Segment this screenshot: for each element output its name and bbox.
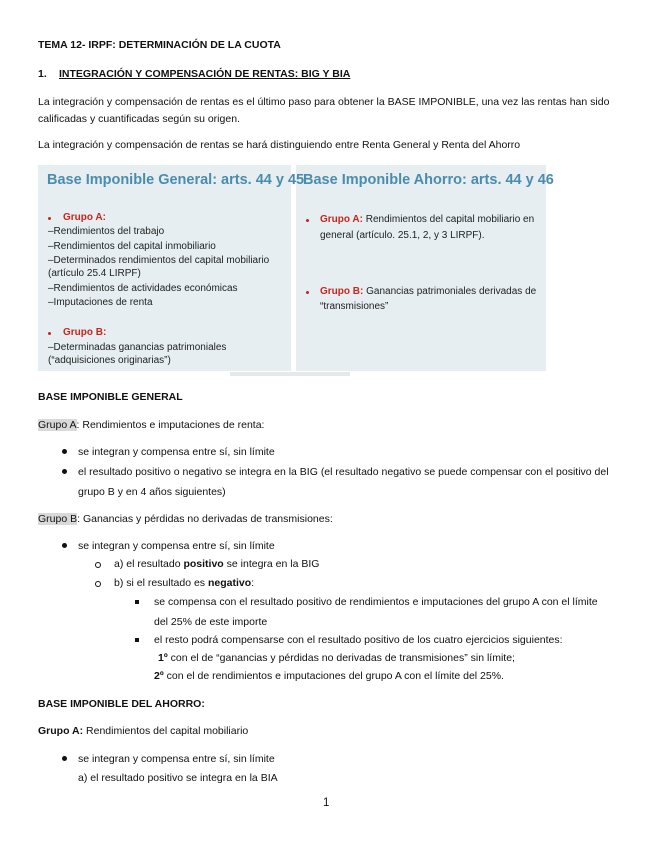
big-group-a-desc: : Rendimientos e imputaciones de renta: bbox=[76, 419, 265, 431]
text-span: b) si el resultado es bbox=[114, 577, 208, 589]
intro-paragraph-line-1: La integración y compensación de rentas es el último paso para obtener la BASE IMPONIBLE, una vez las rentas han sido bbox=[38, 96, 610, 108]
big-group-b-line bbox=[38, 512, 333, 526]
document-title: TEMA 12- IRPF: DETERMINACIÓN DE LA CUOTA bbox=[38, 39, 281, 51]
text-span: con el de “ganancias y pérdidas no derivadas de transmisiones” sin límite; bbox=[167, 652, 515, 664]
bold-ordinal: 1º bbox=[158, 652, 168, 664]
big-group-b-label: Grupo B bbox=[38, 513, 78, 525]
sub-bullet-marker bbox=[95, 562, 101, 568]
left-group-a-item: –Rendimientos del trabajo bbox=[48, 226, 165, 237]
right-group-a-line-1 bbox=[320, 213, 534, 226]
right-group-b-line-2: “transmisiones” bbox=[320, 301, 389, 312]
left-group-a-item: –Rendimientos del capital inmobiliario bbox=[48, 241, 216, 252]
right-group-a-line-2: general (artículo. 25.1, 2, y 3 LIRPF). bbox=[320, 230, 485, 241]
big-group-b-desc: : Ganancias y pérdidas no derivadas de transmisiones: bbox=[77, 513, 333, 525]
bold-positivo: positivo bbox=[183, 558, 224, 570]
bia-heading: BASE IMPONIBLE DEL AHORRO: bbox=[38, 698, 205, 710]
left-group-a-item: –Determinados rendimientos del capital mobiliario bbox=[48, 255, 270, 266]
bullet-marker bbox=[48, 217, 51, 220]
left-group-b-item: (“adquisiciones originarias”) bbox=[48, 355, 171, 366]
square-bullet-marker bbox=[135, 600, 139, 604]
page-number: 1 bbox=[323, 797, 330, 809]
left-group-a-item: (artículo 25.4 LIRPF) bbox=[48, 268, 141, 279]
bullet-marker bbox=[62, 449, 67, 454]
left-group-a-item: –Imputaciones de renta bbox=[48, 297, 153, 308]
bullet-marker bbox=[62, 543, 67, 548]
bia-group-a-label: Grupo A: bbox=[38, 725, 84, 737]
section-number: 1. bbox=[38, 68, 47, 80]
slide-panel-right bbox=[296, 165, 546, 371]
bullet-marker bbox=[62, 469, 67, 474]
slide-left-title: Base Imponible General: arts. 44 y 45 bbox=[47, 172, 305, 188]
big-gb-sub-a bbox=[114, 557, 319, 571]
big-gb-second bbox=[154, 669, 504, 683]
big-gb-bullet-1: se integran y compensa entre sí, sin límite bbox=[78, 540, 275, 552]
intro-paragraph-line-2: calificadas y cuantificadas según su origen. bbox=[38, 113, 240, 125]
left-group-b-label: Grupo B: bbox=[63, 327, 107, 338]
text-span: con el de rendimientos e imputaciones del grupo A con el límite del 25%. bbox=[163, 670, 504, 682]
bullet-marker bbox=[62, 756, 67, 761]
big-gb-sq-1-line-2: del 25% de este importe bbox=[154, 616, 268, 628]
bullet-marker bbox=[306, 291, 309, 294]
text-span: a) el resultado bbox=[114, 558, 184, 570]
big-gb-sq-2: el resto podrá compensarse con el resultado positivo de los cuatro ejercicios siguientes: bbox=[154, 634, 563, 646]
big-gb-sub-b bbox=[114, 576, 254, 590]
left-group-b-item: –Determinadas ganancias patrimoniales bbox=[48, 342, 227, 353]
square-bullet-marker bbox=[135, 638, 139, 642]
section-heading: INTEGRACIÓN Y COMPENSACIÓN DE RENTAS: BIG Y BIA bbox=[59, 68, 351, 80]
sub-bullet-marker bbox=[95, 581, 101, 587]
text-span: se integra en la BIG bbox=[223, 558, 320, 570]
big-ga-bullet-2-line-2: grupo B y en 4 años siguientes) bbox=[78, 486, 226, 498]
big-gb-first bbox=[158, 651, 515, 665]
big-ga-bullet-1: se integran y compensa entre sí, sin límite bbox=[78, 446, 275, 458]
slide-right-title: Base Imponible Ahorro: arts. 44 y 46 bbox=[303, 172, 554, 188]
right-group-a-text: Rendimientos del capital mobiliario en bbox=[362, 214, 535, 225]
bia-bullet-1: se integran y compensa entre sí, sin límite bbox=[78, 753, 275, 765]
bullet-marker bbox=[306, 219, 309, 222]
right-group-b-line-1 bbox=[320, 285, 536, 298]
slide-caption-residue bbox=[230, 372, 350, 376]
big-group-a-line bbox=[38, 418, 264, 432]
bia-group-a-desc: Rendimientos del capital mobiliario bbox=[83, 725, 249, 737]
big-ga-bullet-2-line-1: el resultado positivo o negativo se integra en la BIG (el resultado negativo se puede compensar con el positivo del bbox=[78, 466, 609, 478]
bold-ordinal: 2º bbox=[154, 670, 164, 682]
big-group-a-label: Grupo A bbox=[38, 419, 77, 431]
right-group-b-label: Grupo B: bbox=[320, 286, 364, 297]
intro-paragraph-2: La integración y compensación de rentas se hará distinguiendo entre Renta General y Renta del Ahorro bbox=[38, 139, 521, 151]
left-group-a-item: –Rendimientos de actividades económicas bbox=[48, 283, 238, 294]
text-span: : bbox=[251, 577, 255, 589]
right-group-b-text: Ganancias patrimoniales derivadas de bbox=[363, 286, 537, 297]
left-group-a-label: Grupo A: bbox=[63, 212, 106, 223]
bullet-marker bbox=[48, 332, 51, 335]
bia-group-a-line bbox=[38, 724, 248, 738]
big-heading: BASE IMPONIBLE GENERAL bbox=[38, 391, 183, 403]
bold-negativo: negativo bbox=[207, 577, 252, 589]
big-gb-sq-1-line-1: se compensa con el resultado positivo de rendimientos e imputaciones del grupo A con el límite bbox=[154, 596, 598, 608]
bia-sub-a: a) el resultado positivo se integra en la BIA bbox=[78, 772, 278, 784]
right-group-a-label: Grupo A: bbox=[320, 214, 363, 225]
